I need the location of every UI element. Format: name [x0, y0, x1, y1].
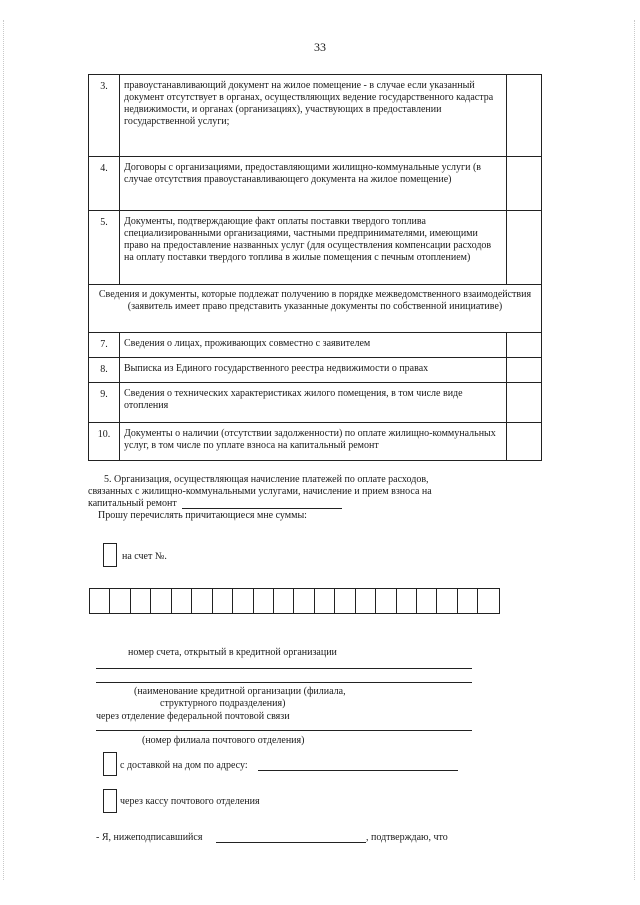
home-address-field[interactable]: [258, 770, 458, 771]
row-check-cell[interactable]: [507, 75, 542, 157]
row-check-cell[interactable]: [507, 333, 542, 358]
row-text: Сведения о технических характеристиках жилого помещения, в том числе виде отопления: [120, 383, 507, 423]
account-digit-cell[interactable]: [356, 589, 376, 613]
account-checkbox[interactable]: [103, 543, 117, 567]
documents-table: [88, 74, 542, 461]
account-digit-cell[interactable]: [437, 589, 457, 613]
signer-name-field[interactable]: [216, 842, 366, 843]
table-row: [89, 211, 542, 285]
post-cashdesk-label: через кассу почтового отделения: [120, 796, 260, 807]
account-caption: номер счета, открытый в кредитной организации: [128, 647, 337, 658]
section-5-paragraph: [88, 474, 476, 522]
row-number: 4.: [89, 157, 120, 211]
account-digit-cell[interactable]: [192, 589, 212, 613]
signature-prefix: - Я, нижеподписавшийся: [96, 832, 203, 843]
right-page-edge: [634, 20, 635, 880]
home-delivery-label: с доставкой на дом по адресу:: [120, 760, 248, 771]
account-digit-cell[interactable]: [294, 589, 314, 613]
table-row: [89, 423, 542, 461]
signature-suffix: , подтверждаю, что: [366, 832, 448, 843]
account-number-grid[interactable]: [89, 588, 500, 614]
section-header: Сведения и документы, которые подлежат получению в порядке межведомственного взаимодействия (заявитель имеет право представить указанные документы по собственной инициативе): [89, 285, 542, 333]
account-digit-cell[interactable]: [478, 589, 498, 613]
row-text: правоустанавливающий документ на жилое помещение - в случае если указанный документ отсутствует в органах, осуществляющих ведение государственного кадастра недвижимости, и органах (организациях), участвующих в предоставлении государственной услуги;: [120, 75, 507, 157]
account-label: на счет №.: [122, 551, 167, 562]
organization-name-field[interactable]: [182, 508, 342, 509]
row-check-cell[interactable]: [507, 383, 542, 423]
section-5-line-1: 5. Организация, осуществляющая начисление платежей по оплате расходов,: [104, 474, 429, 485]
account-digit-cell[interactable]: [315, 589, 335, 613]
row-text: Документы, подтверждающие факт оплаты поставки твердого топлива специализированными организациями, частными предпринимателями, имеющими право на предоставление названных услуг (для осуществления компенсации расходов на оплату поставки твердого топлива в жилые помещения с печным отоплением): [120, 211, 507, 285]
account-digit-cell[interactable]: [110, 589, 130, 613]
left-page-edge: [3, 20, 4, 880]
account-digit-cell[interactable]: [254, 589, 274, 613]
account-digit-cell[interactable]: [274, 589, 294, 613]
account-digit-cell[interactable]: [376, 589, 396, 613]
section-5-line-2: связанных с жилищно-коммунальными услугами, начисление и прием взноса на: [88, 486, 432, 497]
account-line-1[interactable]: [96, 668, 472, 669]
table-row: [89, 75, 542, 157]
post-office-caption: (номер филиала почтового отделения): [142, 735, 305, 746]
account-digit-cell[interactable]: [233, 589, 253, 613]
row-check-cell[interactable]: [507, 157, 542, 211]
request-text: Прошу перечислять причитающиеся мне суммы:: [98, 510, 307, 521]
row-number: 7.: [89, 333, 120, 358]
account-digit-cell[interactable]: [335, 589, 355, 613]
post-cashdesk-checkbox[interactable]: [103, 789, 117, 813]
post-office-field[interactable]: [96, 730, 472, 731]
row-text: Выписка из Единого государственного реестра недвижимости о правах: [120, 358, 507, 383]
account-digit-cell[interactable]: [151, 589, 171, 613]
row-number: 5.: [89, 211, 120, 285]
account-digit-cell[interactable]: [90, 589, 110, 613]
account-digit-cell[interactable]: [458, 589, 478, 613]
section-header-row: [89, 285, 542, 333]
row-check-cell[interactable]: [507, 358, 542, 383]
account-digit-cell[interactable]: [213, 589, 233, 613]
bank-caption-1: (наименование кредитной организации (филиала,: [134, 686, 346, 697]
table-row: [89, 383, 542, 423]
table-row: [89, 358, 542, 383]
table-row: [89, 157, 542, 211]
row-number: 8.: [89, 358, 120, 383]
account-digit-cell[interactable]: [131, 589, 151, 613]
table-row: [89, 333, 542, 358]
bank-name-field[interactable]: [96, 682, 472, 683]
post-office-label: через отделение федеральной почтовой связи: [96, 711, 290, 722]
section-5-line-3: капитальный ремонт: [88, 498, 177, 509]
home-delivery-checkbox[interactable]: [103, 752, 117, 776]
row-check-cell[interactable]: [507, 423, 542, 461]
bank-caption-2: структурного подразделения): [160, 698, 286, 709]
row-text: Документы о наличии (отсутствии задолженности) по оплате жилищно-коммунальных услуг, в том числе по уплате взноса на капитальный ремонт: [120, 423, 507, 461]
row-number: 9.: [89, 383, 120, 423]
account-digit-cell[interactable]: [172, 589, 192, 613]
row-number: 10.: [89, 423, 120, 461]
account-digit-cell[interactable]: [417, 589, 437, 613]
row-check-cell[interactable]: [507, 211, 542, 285]
account-digit-cell[interactable]: [397, 589, 417, 613]
page-number: 33: [314, 40, 326, 54]
row-text: Договоры с организациями, предоставляющими жилищно-коммунальные услуги (в случае отсутствия правоустанавливающего документа на жилое помещение): [120, 157, 507, 211]
row-text: Сведения о лицах, проживающих совместно с заявителем: [120, 333, 507, 358]
row-number: 3.: [89, 75, 120, 157]
